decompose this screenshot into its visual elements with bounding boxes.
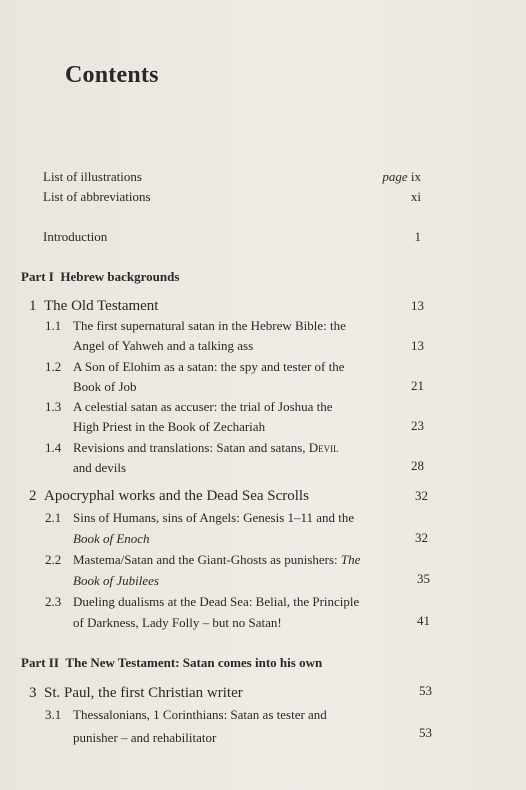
section-2-2-title-italic: The [340,552,361,567]
section-1-3-title-line2: High Priest in the Book of Zechariah [73,419,266,434]
part-2-heading [21,655,322,671]
section-2-1-page: 32 [415,530,428,545]
section-2-3-title-line2: of Darkness, Lady Folly – but no Satan! [73,615,282,630]
chapter-2-page: 32 [415,488,428,503]
section-1-1-title-line2: Angel of Yahweh and a talking ass [73,338,254,353]
part-1-title: Hebrew backgrounds [60,269,180,284]
section-1-4-title-line1 [73,440,339,456]
page-prefix: page [382,169,408,184]
chapter-2-number: 2 [29,488,37,504]
section-1-4-title-line2: and devils [73,460,127,475]
section-1-4-title-text: Revisions and translations: Satan and satans, [73,440,306,455]
part-2-title: The New Testament: Satan comes into his own [65,655,323,670]
section-1-1-title-line1: The first supernatural satan in the Hebrew Bible: the [73,318,346,333]
section-2-3-page: 41 [417,613,430,628]
section-2-1-title-line1: Sins of Humans, sins of Angels: Genesis 1–11 and the [73,510,355,525]
section-1-2-title-line1: A Son of Elohim as a satan: the spy and tester of the [73,359,345,374]
section-1-2-number: 1.2 [45,359,62,374]
section-1-3-page: 23 [411,418,424,433]
toc-entry-illustrations: List of illustrations [43,169,142,184]
part-1-heading [21,269,179,285]
section-2-2-number: 2.2 [45,552,62,567]
toc-page-introduction: 1 [414,229,421,244]
chapter-1-page: 13 [411,298,424,313]
section-3-1-number: 3.1 [45,707,62,722]
part-1-label: Part I [21,269,54,284]
chapter-2-heading [29,488,309,505]
chapter-3-number: 3 [29,685,37,701]
part-2-label: Part II [21,655,59,670]
section-1-4-page: 28 [411,458,424,473]
section-1-3-title-line1: A celestial satan as accuser: the trial of Joshua the [73,399,333,414]
chapter-2-title: Apocryphal works and the Dead Sea Scrolls [44,488,309,504]
section-1-2-title-line2: Book of Job [73,379,137,394]
section-1-1-page: 13 [411,338,424,353]
section-2-2-title-text: Mastema/Satan and the Giant-Ghosts as punishers: [73,552,338,567]
toc-entry-abbreviations: List of abbreviations [43,189,151,204]
section-2-1-number: 2.1 [45,510,62,525]
section-3-1-title-line1: Thessalonians, 1 Corinthians: Satan as tester and [73,707,327,722]
toc-page-illustrations [382,169,421,185]
chapter-3-page: 53 [419,683,432,698]
section-2-2-title-line1 [73,552,360,568]
toc-page-abbreviations: xi [410,189,421,204]
section-1-1-number: 1.1 [45,318,62,333]
chapter-3-heading [29,685,243,702]
chapter-3-title: St. Paul, the first Christian writer [44,685,243,701]
chapter-1-number: 1 [29,298,37,314]
section-1-2-page: 21 [411,378,424,393]
section-2-2-title-line2: Book of Jubilees [73,573,159,588]
section-1-4-number: 1.4 [45,440,62,455]
section-3-1-page: 53 [419,725,432,740]
section-2-1-title-line2: Book of Enoch [73,531,150,546]
page-number: ix [410,169,421,184]
chapter-1-heading [29,298,158,315]
chapter-1-title: The Old Testament [44,298,159,314]
page-title: Contents [65,62,159,88]
section-2-2-page: 35 [417,571,430,586]
section-2-3-title-line1: Dueling dualisms at the Dead Sea: Belial, the Principle [73,594,360,609]
toc-entry-introduction: Introduction [43,229,108,244]
section-1-3-number: 1.3 [45,399,62,414]
section-3-1-title-line2: punisher – and rehabilitator [73,730,217,745]
section-1-4-title-smallcaps: Devil [308,440,339,455]
section-2-3-number: 2.3 [45,594,62,609]
